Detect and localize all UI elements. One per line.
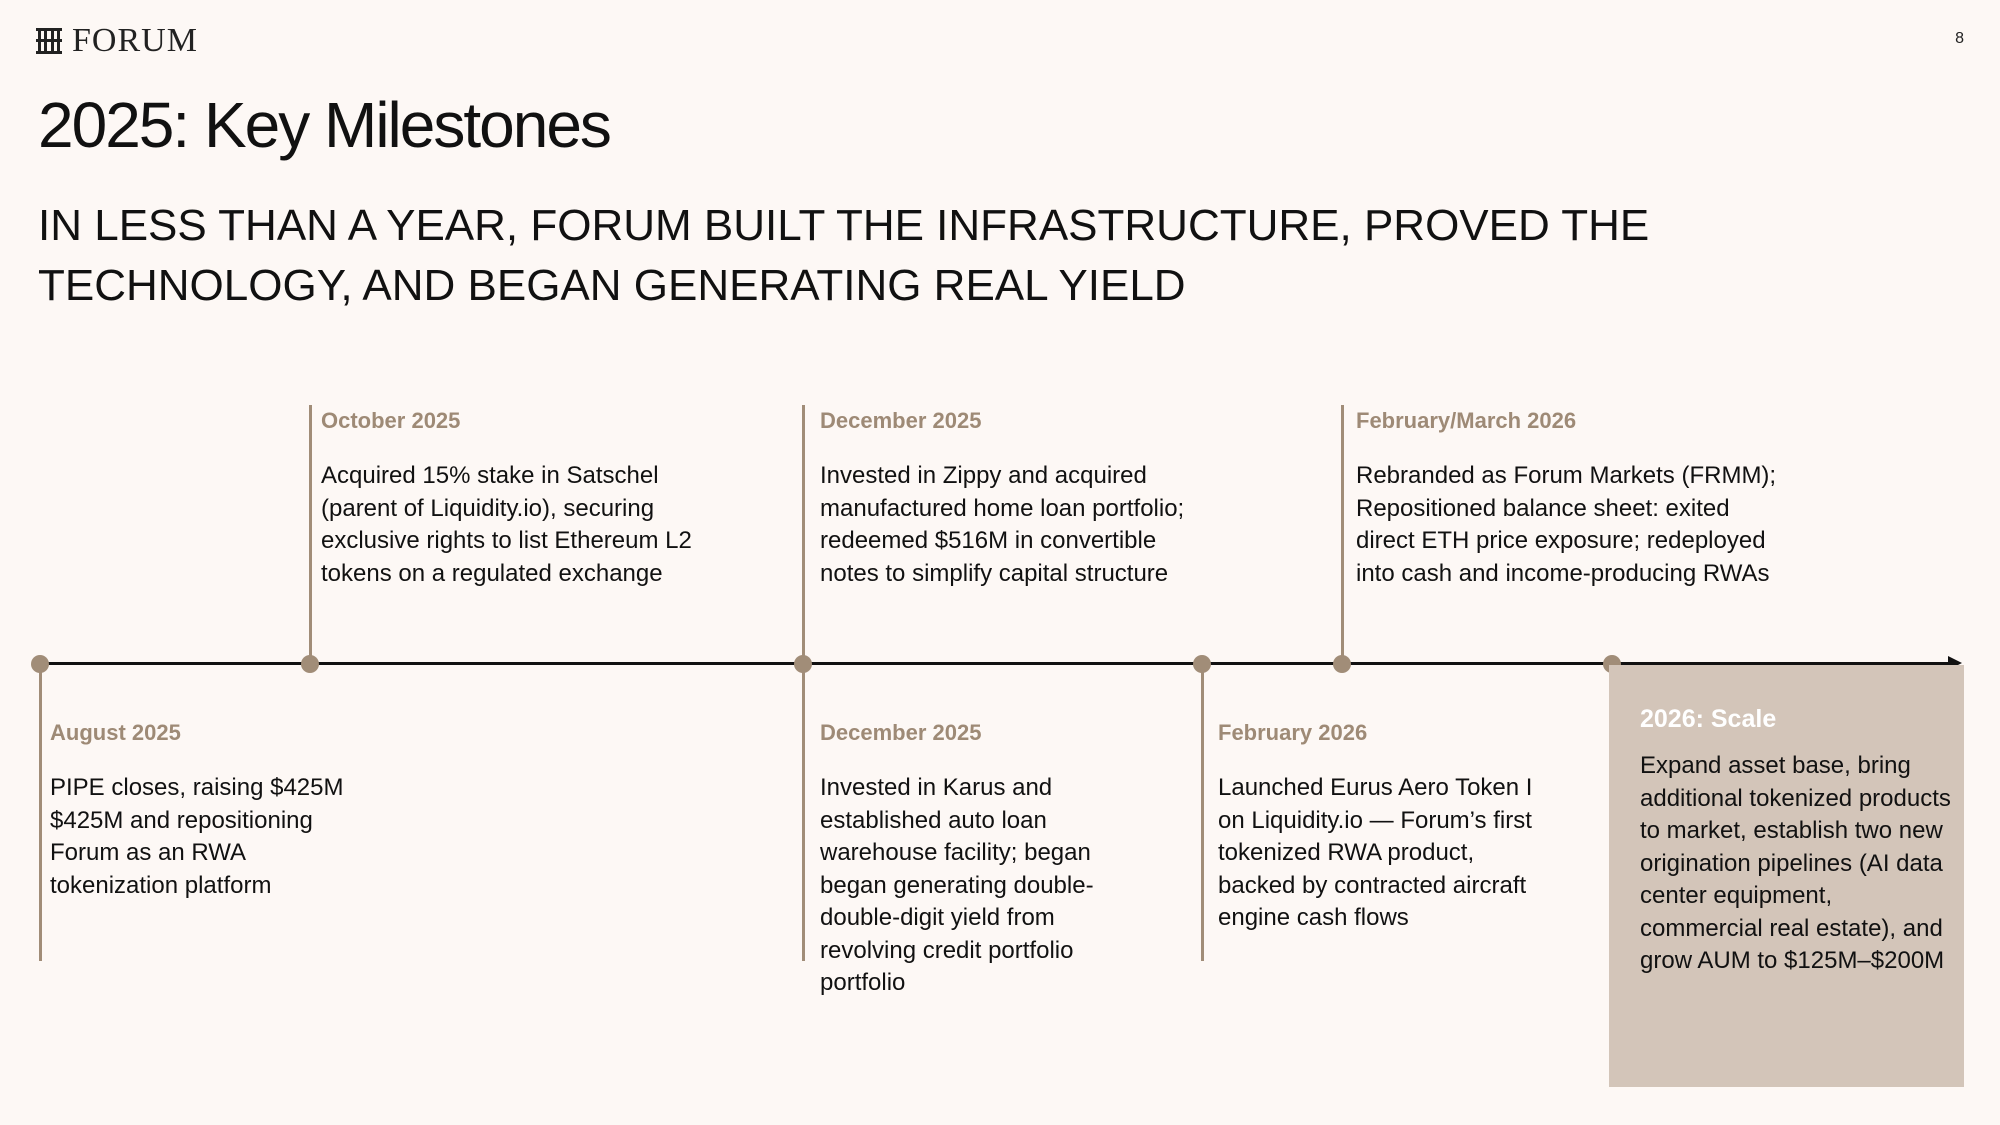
connector-line (802, 405, 805, 664)
milestone-october-2025 (321, 406, 711, 590)
connector-line (309, 405, 312, 664)
connector-line (802, 664, 805, 961)
milestone-description: Launched Eurus Aero Token I on Liquidity.io — Forum’s first tokenized RWA product, backed by contracted aircraft engine cash flows (1218, 774, 1533, 931)
milestone-description: PIPE closes, raising $425M $425M and repositioning Forum as an RWA tokenization platform (50, 774, 344, 899)
milestone-december-2025-karus (820, 718, 1150, 1000)
milestone-date: August 2025 (50, 720, 181, 745)
milestone-description: Expand asset base, bring additional tokenized products to market, establish two new origination pipelines (AI data center equipment, commercial real estate), and grow AUM to $125M–$200M (1640, 752, 1951, 974)
page-number: 8 (1955, 30, 1964, 47)
milestone-date: October 2025 (321, 408, 461, 433)
brand-name: FORUM (72, 22, 198, 59)
milestone-august-2025 (50, 718, 370, 902)
forum-logo-icon (36, 28, 62, 54)
milestone-scale-2026 (1640, 704, 1958, 978)
milestone-description: Rebranded as Forum Markets (FRMM); Repositioned balance sheet: exited direct ETH price exposure; redeployed into cash and income-producing RWAs (1356, 462, 1777, 587)
milestone-description: Invested in Zippy and acquired manufactured home loan portfolio; redeemed $516M in convertible notes to simplify capital structure (820, 462, 1185, 587)
milestone-date: 2026: Scale (1640, 705, 1777, 733)
milestone-february-2026 (1218, 718, 1538, 935)
milestone-description: Invested in Karus and established auto loan warehouse facility; began began generating double-double-digit yield from revolving credit portfolio portfolio (820, 774, 1094, 996)
connector-line (39, 664, 42, 961)
milestone-date: December 2025 (820, 720, 982, 745)
milestone-date: February 2026 (1218, 720, 1368, 745)
connector-line (1201, 664, 1204, 961)
milestone-date: February/March 2026 (1356, 408, 1577, 433)
milestone-date: December 2025 (820, 408, 982, 433)
milestone-december-2025-zippy (820, 406, 1192, 590)
milestone-description: Acquired 15% stake in Satschel (parent of Liquidity.io), securing exclusive rights to list Ethereum L2 tokens on a regulated exchange (321, 462, 692, 587)
connector-line (1341, 405, 1344, 664)
milestone-feb-march-2026 (1356, 406, 1786, 590)
page-subtitle: IN LESS THAN A YEAR, FORUM BUILT THE INFRASTRUCTURE, PROVED THE TECHNOLOGY, AND BEGAN GENERATING REAL YIELD (38, 201, 1650, 310)
page-title: 2025: Key Milestones (38, 89, 610, 161)
brand-logo (36, 22, 198, 60)
